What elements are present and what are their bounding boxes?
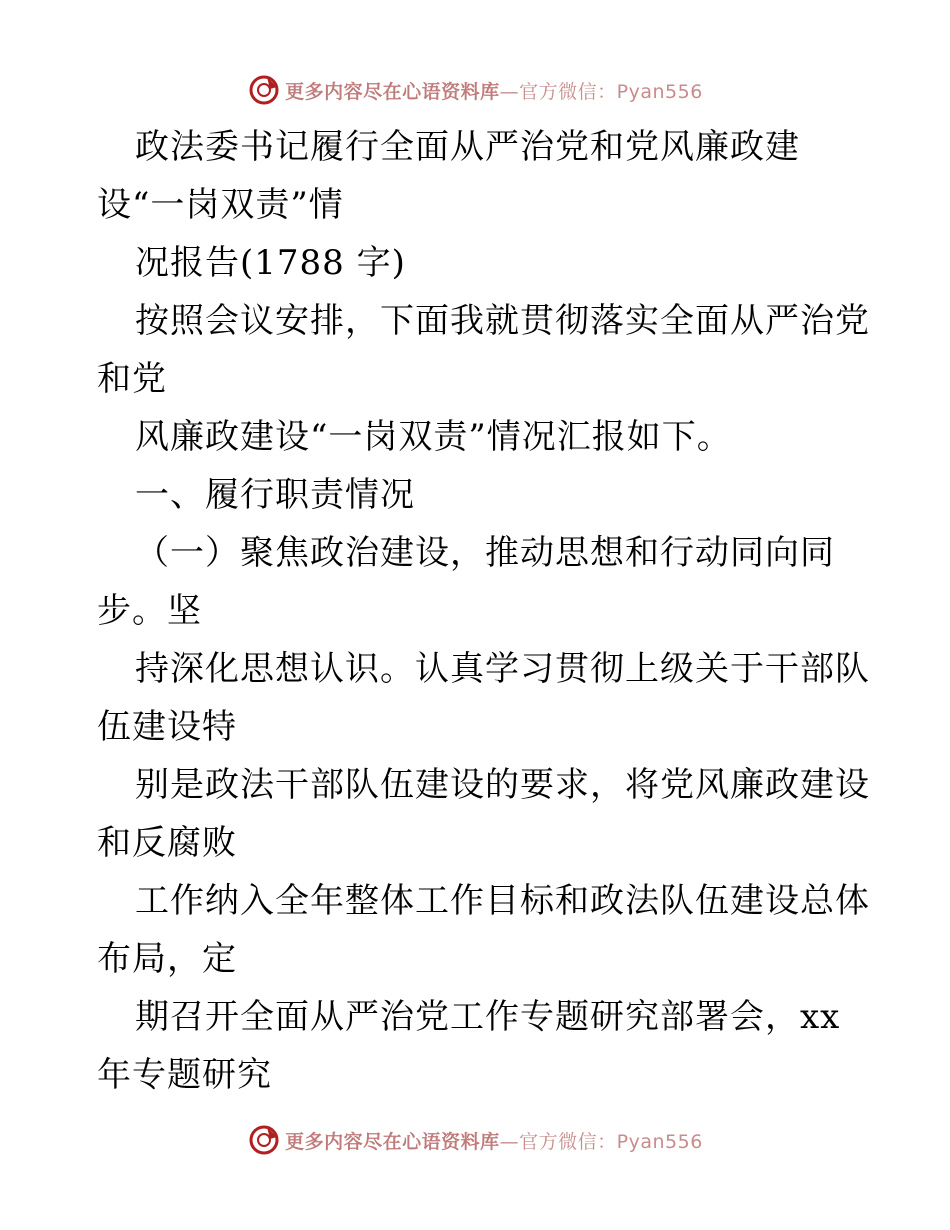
text-line: 和反腐败	[97, 823, 237, 863]
document-body	[97, 118, 870, 1104]
text-line: 政法委书记履行全面从严治党和党风廉政建	[135, 127, 800, 167]
text-line: 别是政法干部队伍建设的要求，将党风廉政建设	[135, 765, 870, 805]
banner-text: 更多内容尽在心语资料库—官方微信：Pyan556	[285, 80, 703, 103]
logo-icon	[247, 1123, 281, 1157]
text-line: 布局，定	[97, 939, 237, 979]
text-line: 年专题研究	[97, 1055, 272, 1095]
text-line: 风廉政建设“一岗双责”情况汇报如下。	[135, 417, 732, 457]
text-line: 持深化思想认识。认真学习贯彻上级关于干部队	[135, 649, 870, 689]
text-line: （一）聚焦政治建设，推动思想和行动同向同	[135, 533, 835, 573]
text-line: 设“一岗双责”情	[97, 185, 344, 225]
text-line: 期召开全面从严治党工作专题研究部署会，xx	[135, 997, 841, 1037]
text-line: 工作纳入全年整体工作目标和政法队伍建设总体	[135, 881, 870, 921]
text-line: 按照会议安排，下面我就贯彻落实全面从严治党	[135, 301, 870, 341]
text-line: 况报告(1788 字)	[135, 243, 406, 283]
banner-text: 更多内容尽在心语资料库—官方微信：Pyan556	[285, 1130, 703, 1153]
text-line: 伍建设特	[97, 707, 237, 747]
text-line: 和党	[97, 359, 167, 399]
footer-banner	[0, 1120, 950, 1160]
text-line: 步。坚	[97, 591, 202, 631]
header-banner	[0, 70, 950, 110]
logo-icon	[247, 73, 281, 107]
text-line: 一、履行职责情况	[135, 475, 415, 515]
